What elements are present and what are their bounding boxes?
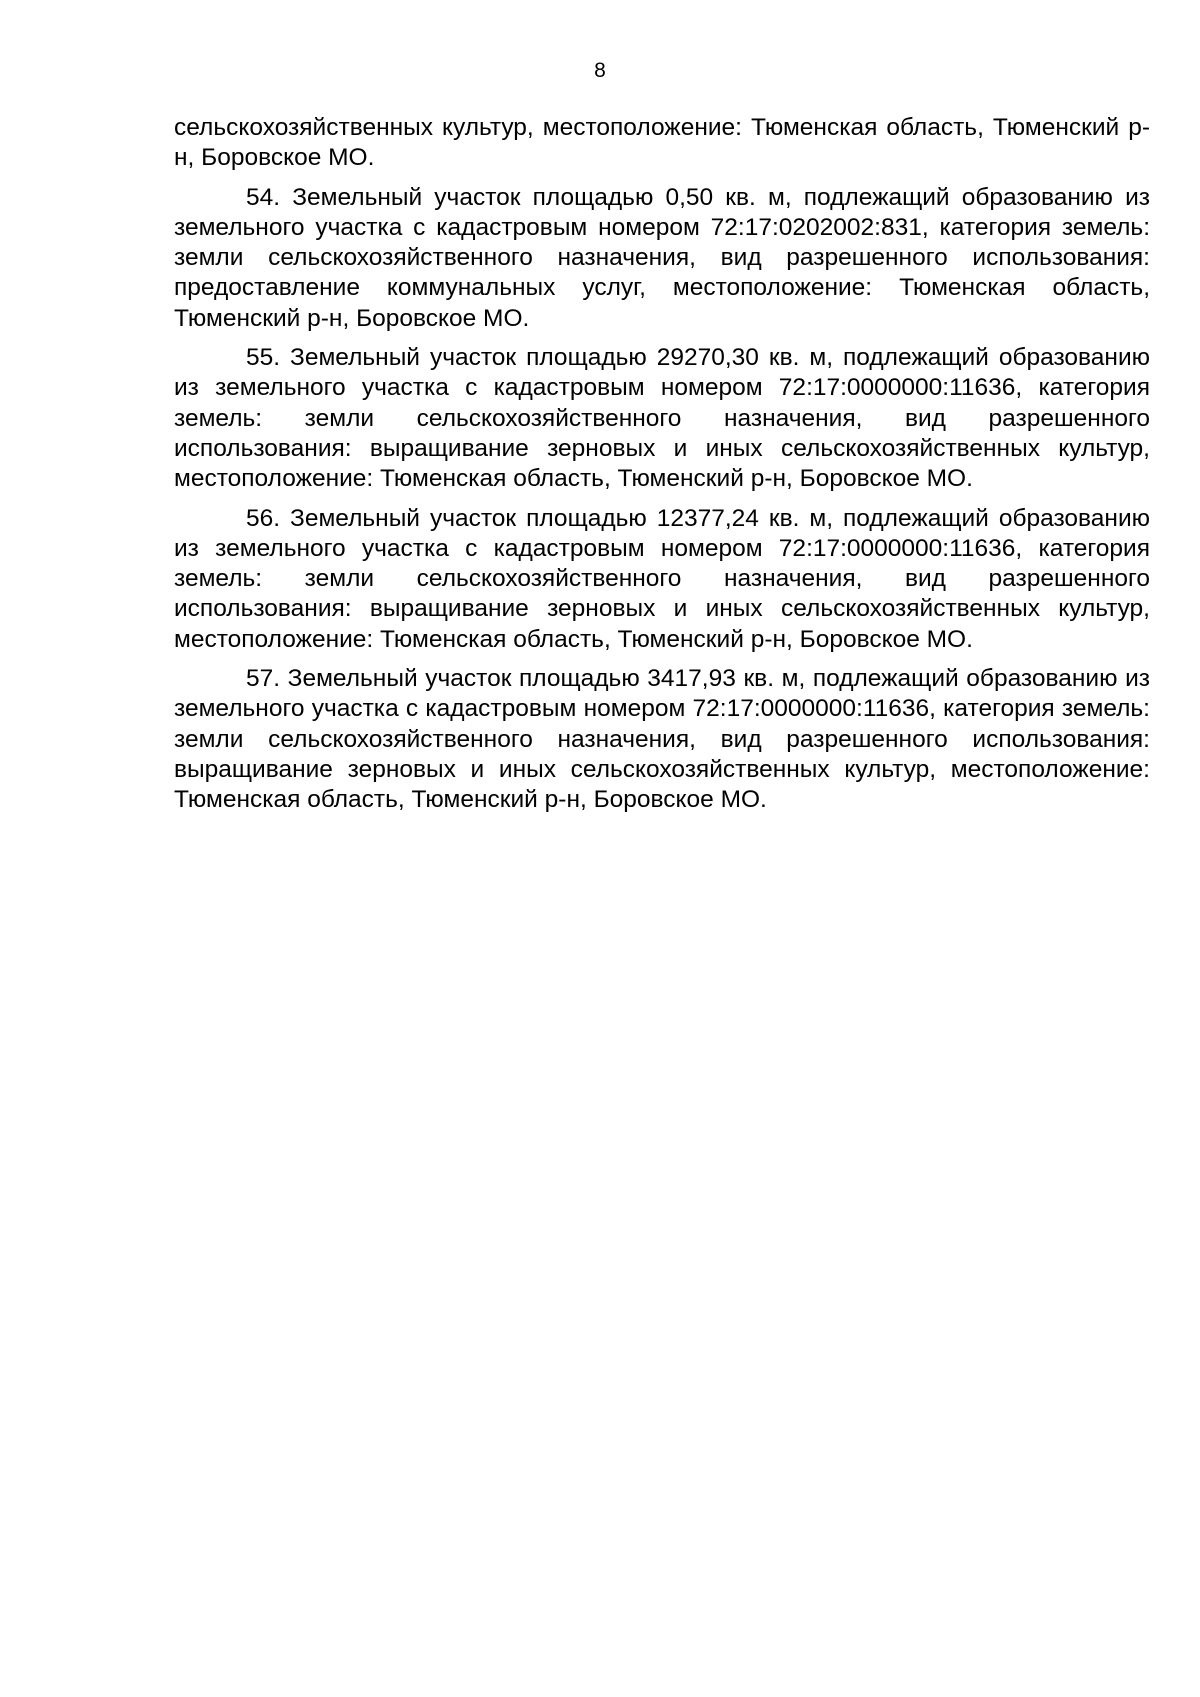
page-number: 8 bbox=[594, 59, 606, 82]
paragraph-item-54: 54. Земельный участок площадью 0,50 кв. м, подлежащий образованию из земельного участка с кадастровым номером 72:17:0202002:831, категория земель: земли сельскохозяйственного назначения, вид разрешенного использования: предоставление коммунальных услуг, местоположение: Тюменская область, Тюменский р-н, Боровское МО. bbox=[174, 183, 1150, 332]
paragraph-item-55: 55. Земельный участок площадью 29270,30 кв. м, подлежащий образованию из земельного участка с кадастровым номером 72:17:0000000:11636, категория земель: земли сельскохозяйственного назначения, вид разрешенного использования: выращивание зерновых и иных сельскохозяйственных культур, местоположение: Тюменская область, Тюменский р-н, Боровское МО. bbox=[174, 344, 1150, 493]
paragraph-continuation: сельскохозяйственных культур, местоположение: Тюменская область, Тюменский р-н, Боровское МО. bbox=[174, 114, 1150, 172]
document-body bbox=[174, 113, 1150, 825]
paragraph-item-56: 56. Земельный участок площадью 12377,24 кв. м, подлежащий образованию из земельного участка с кадастровым номером 72:17:0000000:11636, категория земель: земли сельскохозяйственного назначения, вид разрешенного использования: выращивание зерновых и иных сельскохозяйственных культур, местоположение: Тюменская область, Тюменский р-н, Боровское МО. bbox=[174, 504, 1150, 653]
paragraph-item-57: 57. Земельный участок площадью 3417,93 кв. м, подлежащий образованию из земельного участка с кадастровым номером 72:17:0000000:11636, категория земель: земли сельскохозяйственного назначения, вид разрешенного использования: выращивание зерновых и иных сельскохозяйственных культур, местоположение: Тюменская область, Тюменский р-н, Боровское МО. bbox=[174, 665, 1150, 814]
